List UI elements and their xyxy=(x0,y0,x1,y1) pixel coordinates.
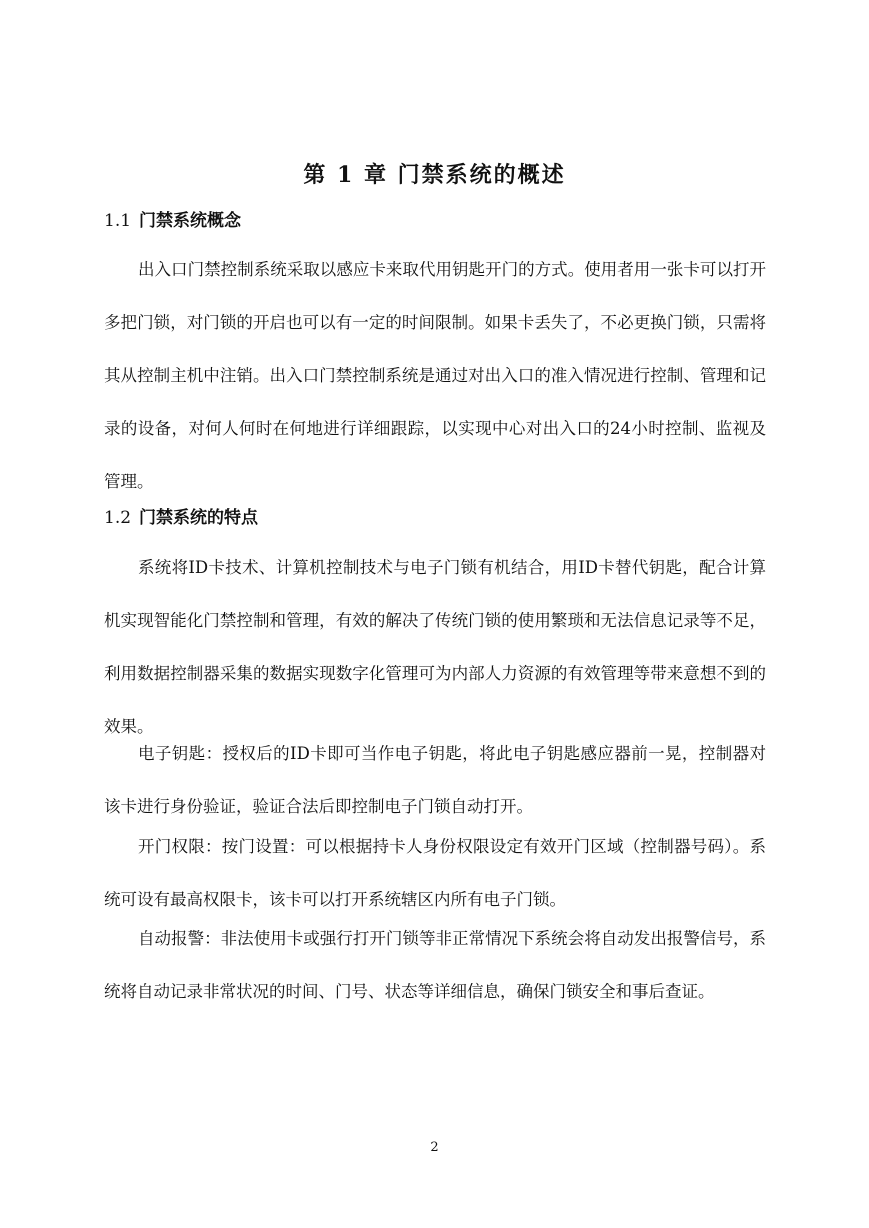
paragraph-features-intro: 系统将ID卡技术、计算机控制技术与电子门锁有机结合，用ID卡替代钥匙，配合计算机实现智能化门禁控制和管理，有效的解决了传统门锁的使用繁琐和无法信息记录等不足，利用数据控制器采集的数据实现数字化管理可为内部人力资源的有效管理等带来意想不到的效果。 xyxy=(104,558,766,736)
section-heading-1-2 xyxy=(104,503,258,528)
paragraph-concept: 出入口门禁控制系统采取以感应卡来取代用钥匙开门的方式。使用者用一张卡可以打开多把门锁，对门锁的开启也可以有一定的时间限制。如果卡丢失了，不必更换门锁，只需将其从控制主机中注销。出入口门禁控制系统是通过对出入口的准入情况进行控制、管理和记录的设备，对何人何时在何地进行详细跟踪，以实现中心对出入口的24小时控制、监视及管理。 xyxy=(104,260,766,491)
section-heading-1-1 xyxy=(104,206,241,231)
chapter-title: 第 1 章 门禁系统的概述 xyxy=(303,162,566,188)
paragraph-auto-alarm: 自动报警：非法使用卡或强行打开门锁等非正常情况下系统会将自动发出报警信号，系统将自动记录非常状况的时间、门号、状态等详细信息，确保门锁安全和事后查证。 xyxy=(104,929,766,1001)
section-number: 1.2 xyxy=(104,508,132,528)
paragraph-electronic-key: 电子钥匙：授权后的ID卡即可当作电子钥匙，将此电子钥匙感应器前一晃，控制器对该卡进行身份验证，验证合法后即控制电子门锁自动打开。 xyxy=(104,744,766,816)
page-number: 2 xyxy=(430,1140,439,1155)
paragraph-door-permission: 开门权限：按门设置：可以根据持卡人身份权限设定有效开门区域（控制器号码）。系统可设有最高权限卡，该卡可以打开系统辖区内所有电子门锁。 xyxy=(104,837,766,909)
section-number: 1.1 xyxy=(104,211,132,231)
section-title: 门禁系统概念 xyxy=(139,211,242,231)
section-title: 门禁系统的特点 xyxy=(139,508,259,528)
